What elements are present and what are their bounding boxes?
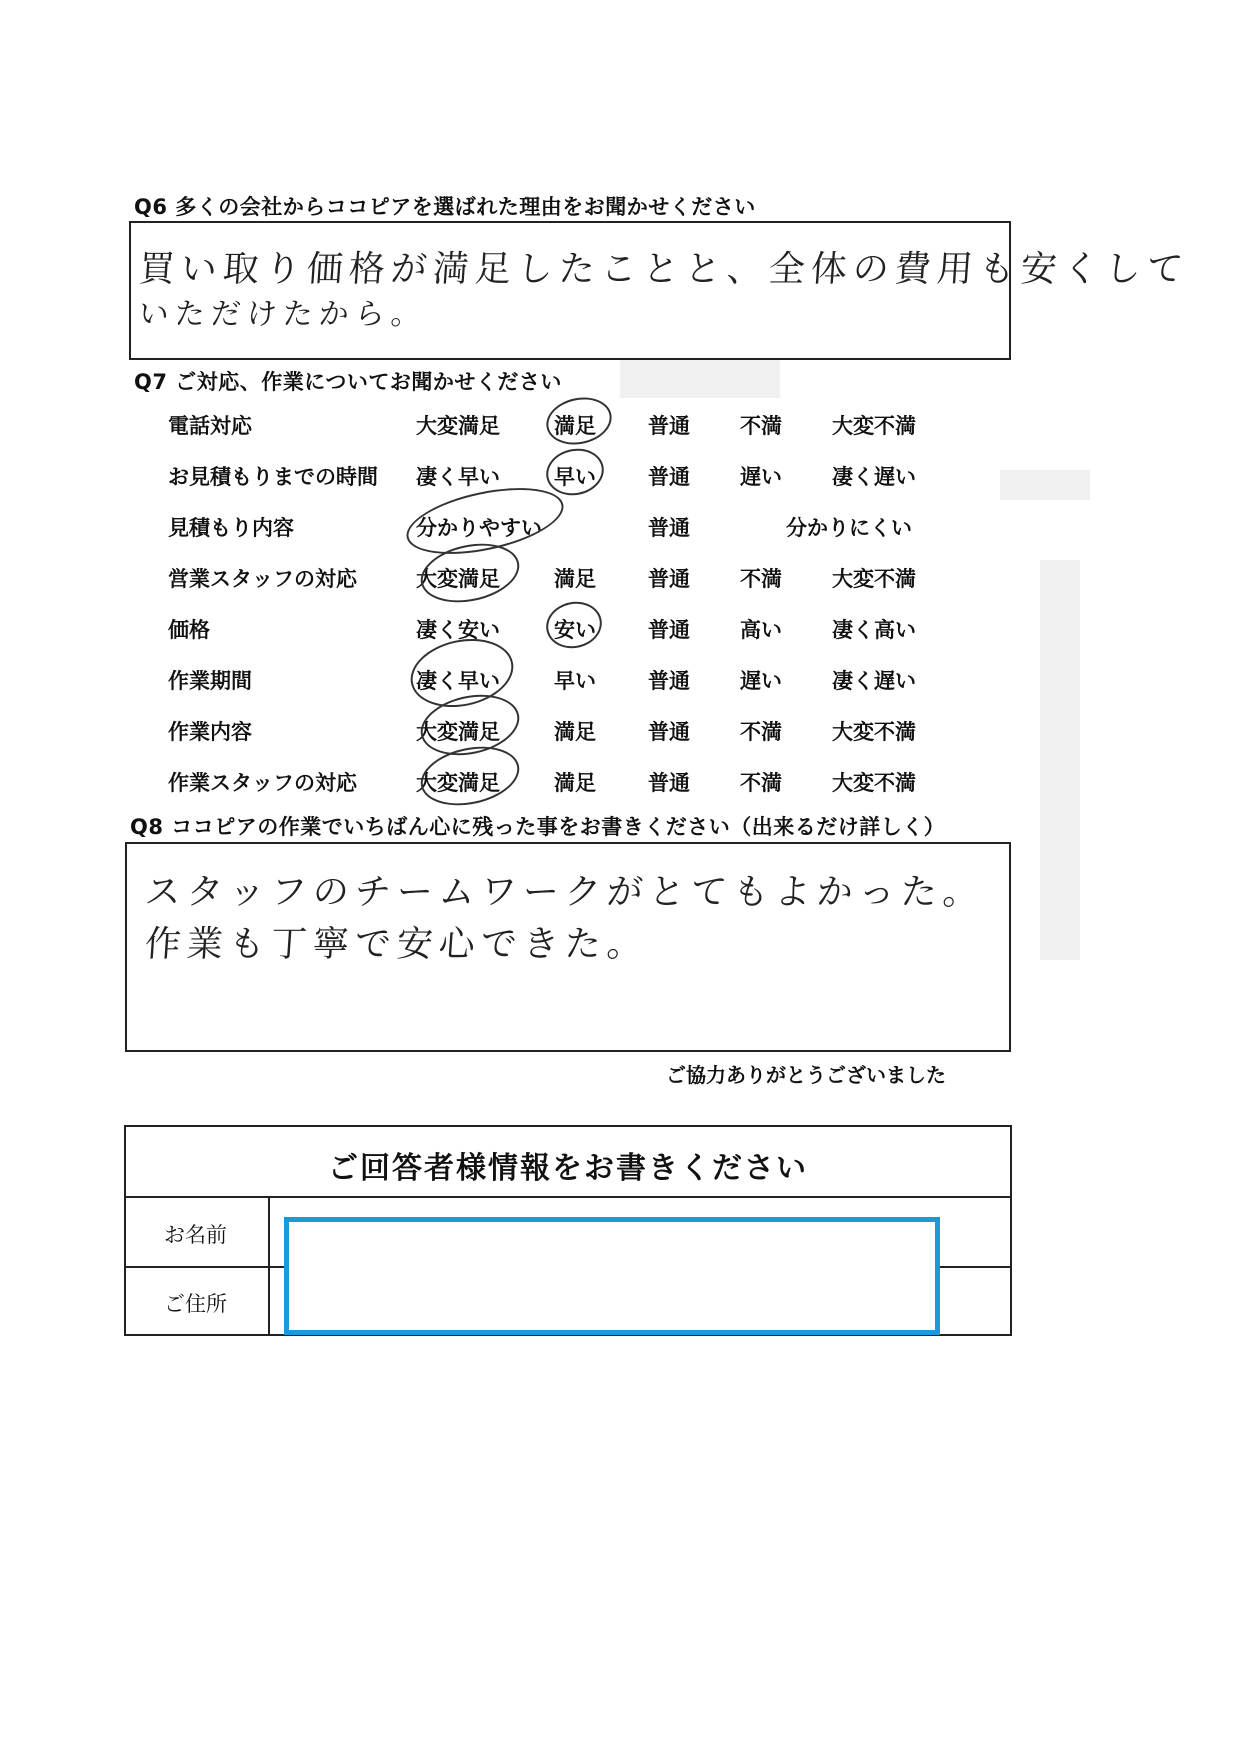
q7-option[interactable]: 大変不満 — [832, 414, 916, 438]
q7-option[interactable]: 満足 — [554, 771, 596, 795]
q8-title: Q8 ココピアの作業でいちばん心に残った事をお書きください（出来るだけ詳しく） — [130, 815, 946, 839]
q7-row-label: 電話対応 — [168, 414, 252, 438]
table-divider — [268, 1196, 270, 1334]
q8-answer-box — [125, 842, 1011, 1052]
q7-option[interactable]: 分かりにくい — [786, 516, 912, 540]
q7-option[interactable]: 満足 — [554, 414, 596, 438]
q7-option[interactable]: 大変満足 — [416, 567, 500, 591]
q7-option[interactable]: 凄く遅い — [832, 669, 916, 693]
q7-option[interactable]: 大変不満 — [832, 771, 916, 795]
q7-selection-circle — [542, 392, 616, 451]
thanks-message: ご協力ありがとうございました — [666, 1063, 946, 1087]
q7-option[interactable]: 凄く高い — [832, 618, 916, 642]
q7-option[interactable]: 普通 — [648, 720, 690, 744]
q7-option[interactable]: 不満 — [740, 771, 782, 795]
q7-option[interactable]: 満足 — [554, 567, 596, 591]
show-through-mark — [1040, 560, 1080, 960]
q7-option[interactable]: 安い — [554, 618, 596, 642]
q7-option[interactable]: 大変満足 — [416, 771, 500, 795]
q6-answer-line1: 買い取り価格が満足したことと、全体の費用も安くして — [137, 249, 1191, 290]
q7-option[interactable]: 大変満足 — [416, 720, 500, 744]
q7-selection-circle — [542, 443, 608, 500]
q7-row-label: お見積もりまでの時間 — [168, 465, 378, 489]
q8-answer-line1: スタッフのチームワークがとてもよかった。 — [143, 872, 987, 913]
redaction-box — [284, 1217, 940, 1335]
q7-option[interactable]: 凄く遅い — [832, 465, 916, 489]
q7-option[interactable]: 大変満足 — [416, 414, 500, 438]
q7-option[interactable]: 大変不満 — [832, 720, 916, 744]
q7-row-label: 営業スタッフの対応 — [168, 567, 357, 591]
q7-row-label: 作業スタッフの対応 — [168, 771, 357, 795]
respondent-info-title: ご回答者様情報をお書きください — [328, 1151, 808, 1186]
q7-option[interactable]: 凄く安い — [416, 618, 500, 642]
q7-row-label: 価格 — [168, 618, 210, 642]
q7-option[interactable]: 普通 — [648, 567, 690, 591]
q7-row-label: 見積もり内容 — [168, 516, 294, 540]
show-through-mark — [1000, 470, 1090, 500]
q8-answer-line2: 作業も丁寧で安心できた。 — [143, 924, 651, 965]
q7-option[interactable]: 普通 — [648, 669, 690, 693]
q7-option[interactable]: 早い — [554, 465, 596, 489]
q7-option[interactable]: 満足 — [554, 720, 596, 744]
q7-option[interactable]: 普通 — [648, 618, 690, 642]
q7-selection-circle — [542, 597, 606, 654]
q7-option[interactable]: 早い — [554, 669, 596, 693]
q6-answer-line2: いただけたから。 — [137, 297, 428, 332]
q7-row-label: 作業期間 — [168, 669, 252, 693]
q7-option[interactable]: 分かりやすい — [416, 516, 542, 540]
q7-option[interactable]: 普通 — [648, 516, 690, 540]
table-divider — [126, 1196, 1010, 1198]
q7-row-label: 作業内容 — [168, 720, 252, 744]
address-label: ご住所 — [164, 1292, 227, 1316]
q7-option[interactable]: 高い — [740, 618, 782, 642]
q7-option[interactable]: 大変不満 — [832, 567, 916, 591]
q7-option[interactable]: 凄く早い — [416, 465, 500, 489]
q7-option[interactable]: 普通 — [648, 465, 690, 489]
q7-option[interactable]: 凄く早い — [416, 669, 500, 693]
q7-option[interactable]: 遅い — [740, 465, 782, 489]
name-label: お名前 — [164, 1223, 227, 1247]
q6-answer-box — [129, 221, 1191, 360]
q7-option[interactable]: 不満 — [740, 720, 782, 744]
q7-option[interactable]: 普通 — [648, 771, 690, 795]
q7-title: Q7 ご対応、作業についてお聞かせください — [134, 370, 562, 394]
q6-title: Q6 多くの会社からココピアを選ばれた理由をお聞かせください — [134, 195, 756, 219]
q7-option[interactable]: 不満 — [740, 567, 782, 591]
q7-option[interactable]: 遅い — [740, 669, 782, 693]
q7-option[interactable]: 普通 — [648, 414, 690, 438]
q7-option[interactable]: 不満 — [740, 414, 782, 438]
show-through-mark — [620, 358, 780, 398]
